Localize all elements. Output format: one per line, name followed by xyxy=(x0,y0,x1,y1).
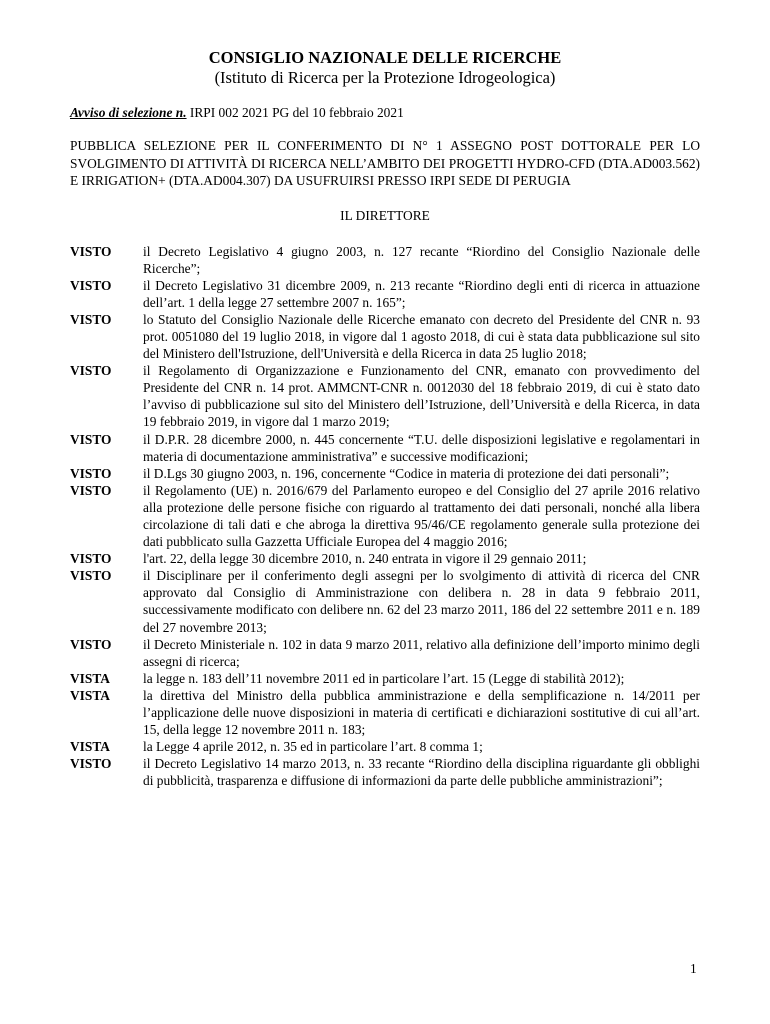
premise-text: il Decreto Legislativo 31 dicembre 2009, n. 213 recante “Riordino degli enti di ricerca in attuazione dell’art. 1 della legge 27 settembre 2007 n. 165”; xyxy=(143,277,700,310)
premise-text: la direttiva del Ministro della pubblica amministrazione e della semplificazione n. 14/2011 per l’applicazione delle nuove disposizioni in materia di certificati e dichiarazioni sostitutive di cui all’art. 15, della legge 12 novembre 2011 n. 183; xyxy=(143,687,700,738)
premises-list xyxy=(70,243,700,790)
premise-item xyxy=(70,738,700,755)
premise-text: il Decreto Ministeriale n. 102 in data 9 marzo 2011, relativo alla definizione dell’importo minimo degli assegni di ricerca; xyxy=(143,636,700,669)
premise-label: VISTO xyxy=(70,431,112,447)
premise-item xyxy=(70,550,700,567)
premise-label: VISTO xyxy=(70,551,112,567)
premise-label: VISTO xyxy=(70,482,112,498)
premise-item xyxy=(70,465,700,482)
premise-text: il Regolamento di Organizzazione e Funzionamento del CNR, emanato con provvedimento del Presidente del CNR n. 14 prot. AMMCNT-CNR n. 0012030 del 18 febbraio 2019, di cui è stato dato l’avviso di pubblicazione sul sito del Ministero dell’Istruzione, dell’Università e della Ricerca, in data 19 febbraio 2019, in vigore dal 1 marzo 2019; xyxy=(143,363,700,430)
premise-label: VISTO xyxy=(70,568,112,584)
notice-subject: PUBBLICA SELEZIONE PER IL CONFERIMENTO DI N° 1 ASSEGNO POST DOTTORALE PER LO SVOLGIMENTO DI ATTIVITÀ DI RICERCA NELL’AMBITO DEI PROGETTI HYDRO-CFD (DTA.AD003.562) E IRRIGATION+ (DTA.AD004.307) DA USUFRUIRSI PRESSO IRPI SEDE DI PERUGIA xyxy=(70,138,700,188)
institution-title: CONSIGLIO NAZIONALE DELLE RICERCHE xyxy=(208,48,562,67)
selection-notice xyxy=(70,104,700,121)
premise-text: la legge n. 183 dell’11 novembre 2011 ed in particolare l’art. 15 (Legge di stabilità 2012); xyxy=(143,670,625,686)
premise-item xyxy=(70,636,700,670)
premise-item xyxy=(70,277,700,311)
premise-item xyxy=(70,670,700,687)
premise-item xyxy=(70,567,700,635)
selection-notice-label: Avviso di selezione n. xyxy=(70,105,187,120)
premise-item xyxy=(70,243,700,277)
premise-text: il Decreto Legislativo 14 marzo 2013, n. 33 recante “Riordino della disciplina riguardante gli obblighi di pubblicità, trasparenza e diffusione di informazioni da parte delle pubbliche amministrazioni”; xyxy=(143,756,700,789)
premise-text: lo Statuto del Consiglio Nazionale delle Ricerche emanato con decreto del Presidente del CNR n. 93 prot. 0051080 del 19 luglio 2018, in vigore dal 1 agosto 2018, di cui è stata data pubblicazione sul sito del Ministero dell'Istruzione, dell'Università e della Ricerca in data 25 luglio 2018; xyxy=(143,311,700,362)
premise-item xyxy=(70,311,700,362)
premise-label: VISTO xyxy=(70,636,112,652)
premise-label: VISTO xyxy=(70,243,112,259)
premise-text: il Decreto Legislativo 4 giugno 2003, n. 127 recante “Riordino del Consiglio Nazionale delle Ricerche”; xyxy=(143,243,700,276)
premise-label: VISTO xyxy=(70,311,112,327)
page-number: 1 xyxy=(690,961,697,976)
institute-subtitle: (Istituto di Ricerca per la Protezione Idrogeologica) xyxy=(214,68,556,87)
premise-text: il Regolamento (UE) n. 2016/679 del Parlamento europeo e del Consiglio del 27 aprile 2016 relativo alla protezione delle persone fisiche con riguardo al trattamento dei dati personali, nonché alla libera circolazione di tali dati e che abroga la direttiva 95/46/CE regolamento generale sulla protezione dei dati pubblicato sulla Gazzetta Ufficiale Europea del 4 maggio 2016; xyxy=(143,482,700,550)
premise-item xyxy=(70,482,700,550)
premise-item xyxy=(70,755,700,789)
premise-text: la Legge 4 aprile 2012, n. 35 ed in particolare l’art. 8 comma 1; xyxy=(143,739,483,755)
premise-item xyxy=(70,687,700,738)
premise-label: VISTO xyxy=(70,363,112,379)
premise-label: VISTA xyxy=(70,739,110,755)
selection-notice-text: IRPI 002 2021 PG del 10 febbraio 2021 xyxy=(189,105,404,120)
director-heading: IL DIRETTORE xyxy=(340,207,430,223)
premise-label: VISTO xyxy=(70,756,112,772)
premise-label: VISTA xyxy=(70,670,110,686)
premise-text: l'art. 22, della legge 30 dicembre 2010, n. 240 entrata in vigore il 29 gennaio 2011; xyxy=(143,551,587,567)
document-page xyxy=(70,48,700,790)
premise-label: VISTO xyxy=(70,277,112,293)
premise-item xyxy=(70,362,700,430)
premise-item xyxy=(70,431,700,465)
premise-text: il Disciplinare per il conferimento degli assegni per lo svolgimento di attività di ricerca del CNR approvato dal Consiglio di Amministrazione con delibera n. 28 in data 9 febbraio 2011, successivamente modificato con delibere nn. 62 del 23 marzo 2011, 186 del 22 settembre 2011 e n. 189 del 27 novembre 2013; xyxy=(143,568,700,635)
premise-label: VISTA xyxy=(70,687,110,703)
premise-label: VISTO xyxy=(70,465,112,481)
premise-text: il D.P.R. 28 dicembre 2000, n. 445 concernente “T.U. delle disposizioni legislative e regolamentari in materia di documentazione amministrativa” e successive modificazioni; xyxy=(143,431,700,464)
premise-text: il D.Lgs 30 giugno 2003, n. 196, concernente “Codice in materia di protezione dei dati personali”; xyxy=(143,465,670,481)
